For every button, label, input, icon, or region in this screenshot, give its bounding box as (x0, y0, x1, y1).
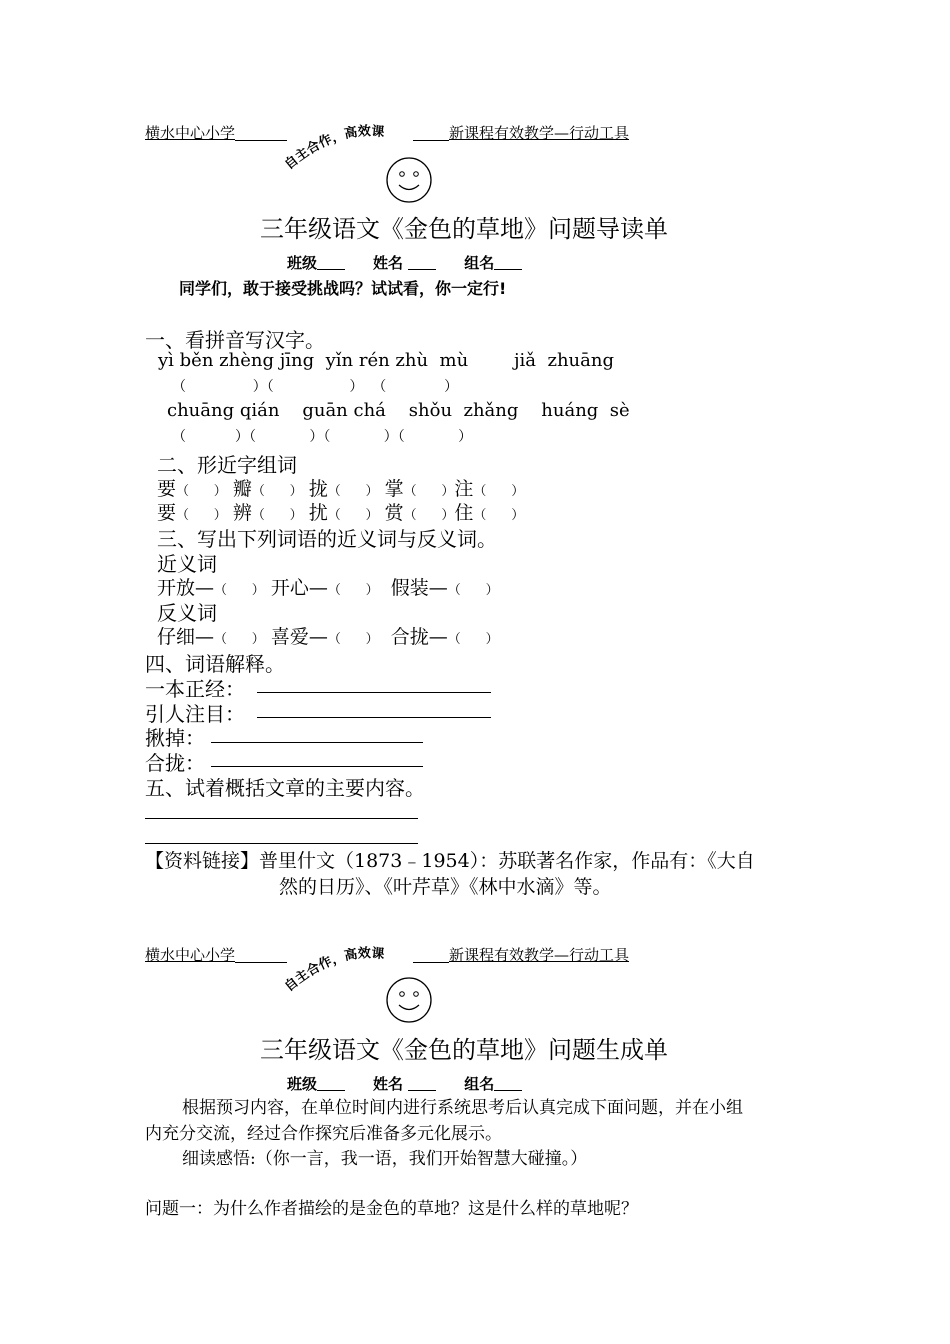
term-1: 一本正经： (145, 677, 245, 701)
pinyin-row-1: yì běn zhèng jīng yǐn rén zhù mù jiǎ zhuāng (158, 350, 614, 371)
page-title: 三年级语文《金色的草地》问题导读单 (260, 215, 668, 243)
similar-chars-row-1: 要（ ） 瓣（ ） 拢（ ） 掌（ ）注（ ） (157, 478, 525, 500)
term-2: 引人注目： (145, 702, 245, 726)
header-tool: 新课程有效教学—行动工具 (413, 122, 629, 143)
reference-link-line-2: 然的日历》、《叶芹草》《林中水滴》等。 (279, 876, 612, 898)
section-3-title: 三、写出下列词语的近义词与反义词。 (157, 527, 497, 551)
question-1: 问题一：为什么作者描绘的是金色的草地？这是什么样的草地呢？ (145, 1199, 638, 1219)
smiley-face-icon (385, 976, 433, 1024)
answer-blanks-row-1: （ ）（ ） （ ） (172, 379, 459, 395)
answer-line (211, 742, 423, 743)
header-school: 横水中心小学 (145, 944, 287, 965)
section-4-title: 四、词语解释。 (145, 652, 285, 676)
student-info: 班级 姓名 组名 (287, 252, 522, 273)
section-1-title: 一、看拼音写汉字。 (145, 328, 325, 352)
intro-line-1: 根据预习内容，在单位时间内进行系统思考后认真完成下面问题，并在小组 (182, 1098, 743, 1118)
reference-link-line-1: 【资料链接】普里什文（1873﹣1954）：苏联著名作家，作品有：《大自 (145, 850, 755, 872)
slogan-text: 自主合作，高效课 (282, 124, 386, 173)
page-title-2: 三年级语文《金色的草地》问题生成单 (260, 1036, 668, 1064)
encouragement: 同学们，敢于接受挑战吗？试试看，你一定行! (179, 279, 507, 298)
answer-line (257, 717, 491, 718)
term-3: 揪掉： (145, 726, 205, 750)
answer-line (211, 766, 423, 767)
synonym-row: 开放—（ ） 开心—（ ） 假装—（ ） (157, 577, 499, 599)
header-tool: 新课程有效教学—行动工具 (413, 944, 629, 965)
header-school: 横水中心小学 (145, 122, 287, 143)
section-5-title: 五、试着概括文章的主要内容。 (145, 776, 425, 800)
pinyin-row-2: chuāng qián guān chá shǒu zhǎng huáng sè (167, 400, 630, 421)
synonym-label: 近义词 (157, 552, 217, 576)
intro-line-2: 内充分交流，经过合作探究后准备多元化展示。 (145, 1124, 502, 1144)
answer-line (257, 692, 491, 693)
answer-line (145, 843, 418, 844)
antonym-label: 反义词 (157, 601, 217, 625)
slogan-text: 自主合作，高效课 (282, 946, 386, 995)
smiley-face-icon (385, 156, 433, 204)
reading-prompt: 细读感悟:（你一言，我一语，我们开始智慧大碰撞。） (182, 1149, 588, 1169)
answer-line (145, 818, 418, 819)
term-4: 合拢： (145, 751, 205, 775)
section-2-title: 二、形近字组词 (157, 453, 297, 477)
antonym-row: 仔细—（ ） 喜爱—（ ） 合拢—（ ） (157, 626, 499, 648)
student-info-2: 班级 姓名 组名 (287, 1073, 522, 1094)
similar-chars-row-2: 要（ ） 辨（ ） 扰（ ） 赏（ ）住（ ） (157, 502, 525, 524)
answer-blanks-row-2: （ ）（ ）（ ）（ ） (172, 429, 473, 445)
